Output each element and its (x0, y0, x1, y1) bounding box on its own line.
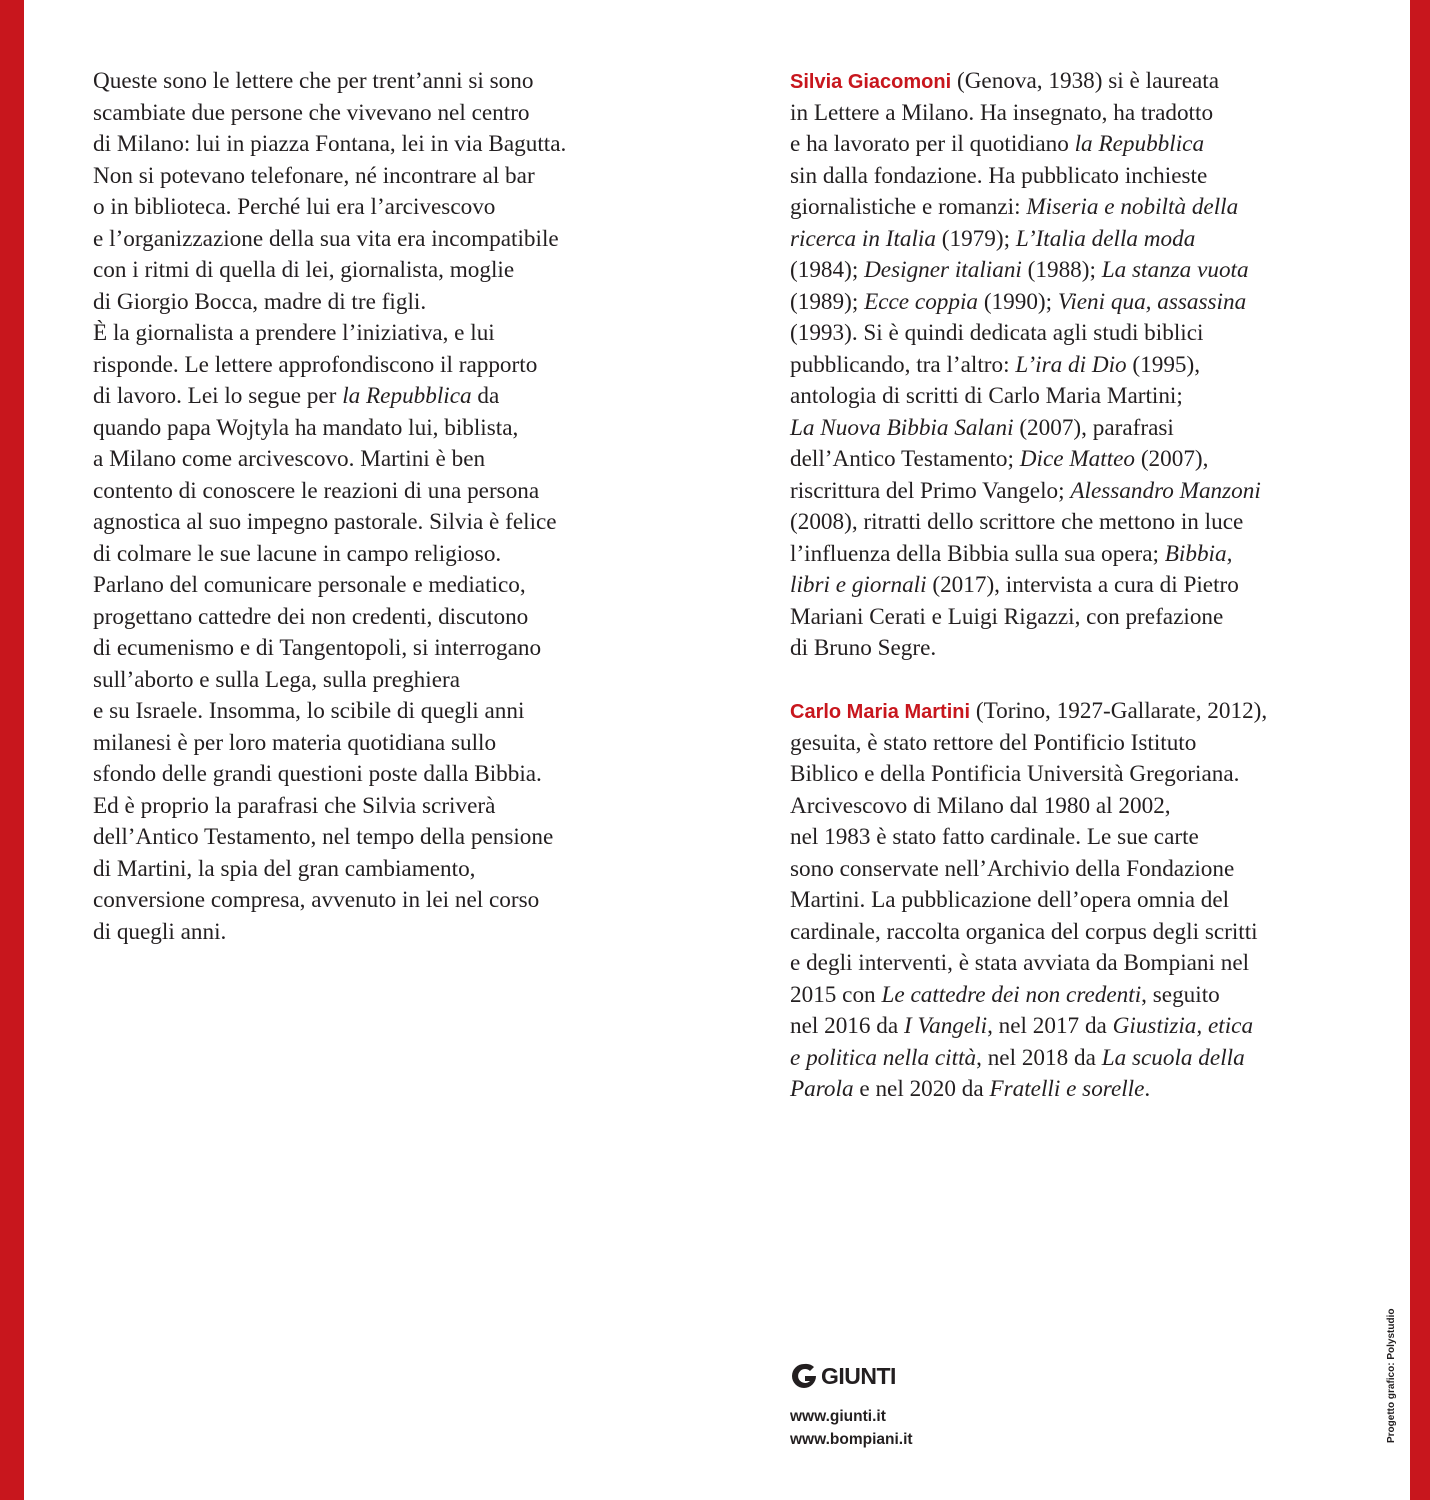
right-red-band (1410, 0, 1430, 1500)
italic-title: La Nuova Bibbia Salani (790, 414, 1014, 441)
text-line: ricerca in Italia (1979); L’Italia della moda (790, 225, 1196, 252)
text-line: in Lettere a Milano. Ha insegnato, ha tradotto (790, 99, 1214, 126)
text-line: di Bruno Segre. (790, 635, 937, 661)
text-line: con i ritmi di quella di lei, giornalista, moglie (93, 257, 515, 283)
text-line: di ecumenismo e di Tangentopoli, si interrogano (93, 635, 542, 661)
italic-title: Alessandro Manzoni (1070, 477, 1261, 504)
giunti-logo (790, 1360, 896, 1392)
text-line: gesuita, è stato rettore del Pontificio Istituto (790, 729, 1197, 756)
author-bios (790, 66, 1390, 1106)
italic-title: I Vangeli (903, 1013, 988, 1039)
text-line: È la giornalista a prendere l’iniziativa, e lui (93, 320, 495, 346)
italic-title: Ecce coppia (864, 288, 979, 315)
text-line: Mariani Cerati e Luigi Rigazzi, con prefazione (790, 603, 1224, 630)
text-line: pubblicando, tra l’altro: L’ira di Dio (1995), (790, 351, 1201, 378)
text-line: milanesi è per loro materia quotidiana sullo (93, 729, 497, 756)
italic-title: ricerca in Italia (790, 225, 936, 252)
text-line: Biblico e della Pontificia Università Gregoriana. (790, 761, 1240, 787)
bio-separator (790, 665, 1390, 697)
author-name: Silvia Giacomoni (790, 71, 952, 93)
text-line: e degli interventi, è stata avviata da Bompiani nel (790, 950, 1250, 976)
text-line: dell’Antico Testamento; Dice Matteo (2007), (790, 446, 1209, 472)
bio-martini (790, 696, 1390, 1106)
italic-title: Designer italiani (864, 257, 1022, 283)
text-line: nel 2016 da I Vangeli, nel 2017 da Giustizia, etica (790, 1013, 1254, 1039)
text-line: sin dalla fondazione. Ha pubblicato inchieste (790, 162, 1208, 189)
text-line: Parlano del comunicare personale e mediatico, (93, 572, 526, 598)
text-line: Non si potevano telefonare, né incontrare al bar (93, 162, 535, 189)
text-line: contento di conoscere le reazioni di una persona (93, 477, 540, 504)
italic-title: la Repubblica (1074, 131, 1205, 157)
italic-title: la Repubblica (342, 383, 472, 409)
bompiani-url[interactable]: www.bompiani.it (790, 1431, 913, 1448)
italic-title: Miseria e nobiltà della (1026, 194, 1239, 220)
design-credit: Progetto grafico: Polystudio (1386, 1308, 1397, 1443)
text-line: agnostica al suo impegno pastorale. Silvia è felice (93, 509, 557, 535)
text-line: Ed è proprio la parafrasi che Silvia scriverà (93, 792, 496, 819)
italic-title: Vieni qua, assassina (1057, 288, 1247, 315)
text-line: (1984); Designer italiani (1988); La stanza vuota (790, 257, 1249, 283)
text-line: libri e giornali (2017), intervista a cura di Pietro (790, 572, 1239, 598)
text-line: o in biblioteca. Perché lui era l’arcivescovo (93, 194, 496, 220)
text-line: giornalistiche e romanzi: Miseria e nobiltà della (790, 194, 1239, 220)
italic-title: Le cattedre dei non credenti (881, 981, 1142, 1008)
text-line: sono conservate nell’Archivio della Fondazione (790, 855, 1235, 882)
text-line: (1993). Si è quindi dedicata agli studi biblici (790, 320, 1204, 346)
text-line: conversione compresa, avvenuto in lei nel corso (93, 887, 540, 913)
text-line: di lavoro. Lei lo segue per la Repubblica da (93, 383, 500, 409)
text-line: nel 1983 è stato fatto cardinale. Le sue carte (790, 824, 1199, 850)
text-line: e politica nella città, nel 2018 da La scuola della (790, 1044, 1245, 1071)
text-line: quando papa Wojtyla ha mandato lui, biblista, (93, 414, 519, 441)
italic-title: Parola (790, 1076, 854, 1102)
logo-text: GIUNTI (821, 1362, 896, 1389)
text-line: Silvia Giacomoni (Genova, 1938) si è laureata (790, 68, 1220, 94)
giunti-url[interactable]: www.giunti.it (790, 1408, 886, 1425)
italic-title: L’ira di Dio (1015, 351, 1127, 378)
text-line: di Giorgio Bocca, madre di tre figli. (93, 288, 427, 315)
text-line: di Milano: lui in piazza Fontana, lei in via Bagutta. (93, 131, 567, 157)
italic-title: Bibbia, (1164, 540, 1233, 567)
text-line: Queste sono le lettere che per trent’anni si sono (93, 68, 534, 94)
text-line: a Milano come arcivescovo. Martini è ben (93, 446, 486, 472)
text-line: Parola e nel 2020 da Fratelli e sorelle. (790, 1076, 1151, 1102)
text-line: sull’aborto e sulla Lega, sulla preghiera (93, 666, 461, 693)
text-line: Carlo Maria Martini (Torino, 1927-Gallarate, 2012), (790, 698, 1268, 724)
italic-title: La stanza vuota (1101, 257, 1249, 283)
italic-title: Fratelli e sorelle (989, 1076, 1145, 1102)
italic-title: Giustizia, etica (1112, 1013, 1254, 1039)
text-line: e l’organizzazione della sua vita era incompatibile (93, 225, 559, 252)
italic-title: La scuola della (1101, 1044, 1245, 1071)
text-line: Arcivescovo di Milano dal 1980 al 2002, (790, 792, 1171, 819)
text-line: e su Israele. Insomma, lo scibile di quegli anni (93, 698, 525, 724)
text-line: di Martini, la spia del gran cambiamento, (93, 855, 476, 882)
text-line: cardinale, raccolta organica del corpus degli scritti (790, 918, 1258, 945)
text-line: risponde. Le lettere approfondiscono il rapporto (93, 351, 538, 378)
text-line: di colmare le sue lacune in campo religioso. (93, 540, 502, 567)
italic-title: e politica nella città (790, 1044, 977, 1071)
description-text (93, 66, 693, 948)
giunti-g-icon (790, 1362, 818, 1390)
text-line: scambiate due persone che vivevano nel centro (93, 99, 530, 126)
text-line: 2015 con Le cattedre dei non credenti, seguito (790, 981, 1220, 1008)
italic-title: Dice Matteo (1019, 446, 1136, 472)
text-line: sfondo delle grandi questioni poste dalla Bibbia. (93, 761, 542, 787)
text-line: progettano cattedre dei non credenti, discutono (93, 603, 529, 630)
italic-title: L’Italia della moda (1015, 225, 1196, 252)
text-line: (2008), ritratti dello scrittore che mettono in luce (790, 509, 1244, 535)
left-red-band (0, 0, 24, 1500)
bio-giacomoni (790, 66, 1390, 665)
text-line: antologia di scritti di Carlo Maria Martini; (790, 383, 1183, 409)
author-name: Carlo Maria Martini (790, 701, 971, 723)
text-line: La Nuova Bibbia Salani (2007), parafrasi (790, 414, 1174, 441)
text-line: l’influenza della Bibbia sulla sua opera; Bibbia, (790, 540, 1233, 567)
italic-title: libri e giornali (790, 572, 927, 598)
text-line: e ha lavorato per il quotidiano la Repubblica (790, 131, 1205, 157)
text-line: dell’Antico Testamento, nel tempo della pensione (93, 824, 554, 850)
text-line: riscrittura del Primo Vangelo; Alessandro Manzoni (790, 477, 1261, 504)
text-line: di quegli anni. (93, 918, 227, 945)
text-line: Martini. La pubblicazione dell’opera omnia del (790, 887, 1230, 913)
text-line: (1989); Ecce coppia (1990); Vieni qua, assassina (790, 288, 1247, 315)
